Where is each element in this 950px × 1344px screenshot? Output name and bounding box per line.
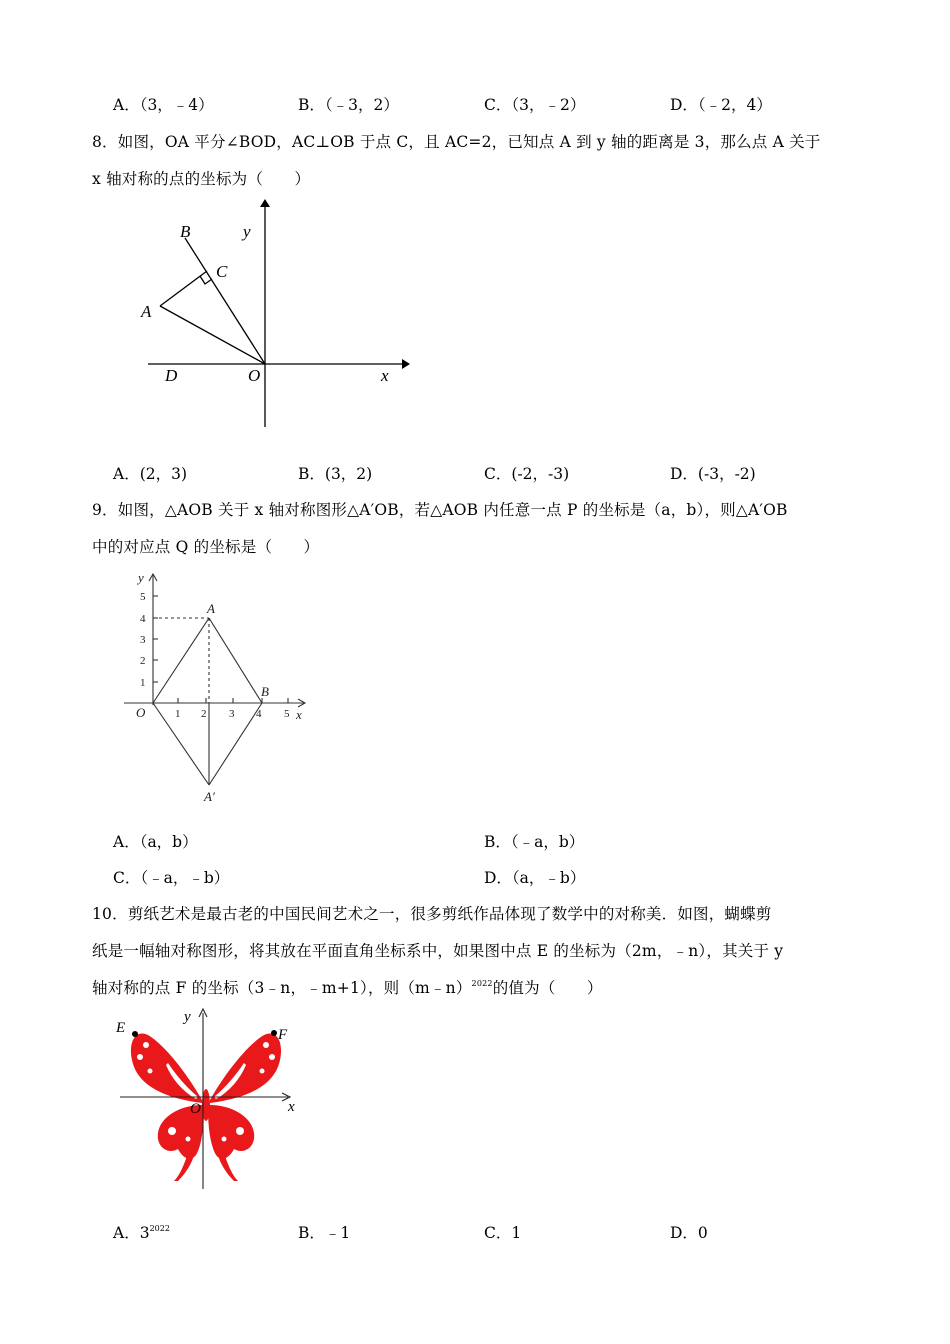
q8-figure (130, 195, 420, 435)
q8-label-c: C (216, 262, 228, 281)
butterfly-tail-left (174, 1153, 194, 1181)
q8-option-b: B．(3，2) (298, 465, 373, 483)
q10-option-d: D．0 (670, 1224, 708, 1242)
q9-ytick-2: 2 (140, 655, 146, 667)
q8-option-d: D．(-3，-2) (670, 465, 756, 483)
q9-ytick-1: 1 (140, 677, 146, 689)
q10-label-y: y (184, 1009, 191, 1025)
q10-label-f: F (278, 1027, 288, 1043)
q10-stem-line3-post: 的值为（ ） (492, 979, 603, 997)
q9-label-b: B (261, 684, 269, 699)
q9-xtick-1: 1 (175, 708, 181, 720)
q10-label-x: x (288, 1099, 295, 1115)
q9-xtick-4: 4 (256, 708, 262, 720)
q8-stem-line2: x 轴对称的点的坐标为（ ） (92, 170, 311, 188)
q10-option-c: C．1 (484, 1224, 522, 1242)
q10-label-e: E (116, 1020, 126, 1036)
q9-label-a-prime: A′ (204, 789, 215, 804)
q10-stem-line3-pre: 轴对称的点 F 的坐标（3﹣n，﹣m+1），则（m﹣n） (92, 979, 472, 997)
q9-xtick-2: 2 (201, 708, 207, 720)
butterfly-tail-right (218, 1153, 238, 1181)
q10-exponent: 2022 (471, 979, 493, 988)
q9-ytick-4: 4 (140, 613, 146, 625)
q9-ytick-5: 5 (140, 591, 146, 603)
q8-option-c: C．(-2，-3) (484, 465, 570, 483)
q8-label-b: B (180, 222, 191, 241)
q8-label-x: x (381, 366, 389, 385)
q7-option-a: A．（3，﹣4） (113, 96, 214, 114)
q9-xtick-5: 5 (284, 708, 290, 720)
q9-option-b: B．（﹣a，b） (484, 833, 585, 851)
q9-xtick-3: 3 (229, 708, 235, 720)
q9-figure (118, 565, 318, 810)
q9-label-x: x (296, 707, 302, 722)
q10-figure (110, 1005, 310, 1195)
q9-option-d: D．（a，﹣b） (484, 869, 586, 887)
butterfly-figure (131, 1033, 281, 1181)
q10-option-b: B．﹣1 (298, 1224, 351, 1242)
q10-label-o: O (190, 1101, 201, 1117)
q9-label-o: O (136, 705, 146, 720)
q10-option-a-exponent: 2022 (149, 1224, 170, 1233)
q7-option-b: B．（﹣3，2） (298, 96, 399, 114)
q10-option-a-base: A．3 (113, 1224, 150, 1242)
q9-stem-line2: 中的对应点 Q 的坐标是（ ） (92, 538, 320, 556)
q7-option-d: D．（﹣2，4） (670, 96, 772, 114)
q10-stem-line1: 10．剪纸艺术是最古老的中国民间艺术之一，很多剪纸作品体现了数学中的对称美．如图，蝴蝶剪 (92, 905, 772, 923)
q9-option-c: C．（﹣a，﹣b） (113, 869, 230, 887)
q8-label-d: D (165, 366, 178, 385)
q9-option-a: A．（a，b） (113, 833, 198, 851)
q8-label-y: y (243, 222, 251, 241)
q10-option-a (113, 1221, 170, 1243)
q9-label-a: A (207, 601, 215, 616)
q8-option-a: A．(2，3) (113, 465, 188, 483)
q10-stem-line3 (92, 976, 603, 998)
q8-label-o: O (248, 366, 261, 385)
q9-label-y: y (138, 570, 144, 585)
q9-ytick-3: 3 (140, 634, 146, 646)
q8-label-a: A (141, 302, 152, 321)
q7-option-c: C．（3，﹣2） (484, 96, 586, 114)
q8-stem-line1: 8．如图，OA 平分∠BOD，AC⊥OB 于点 C，且 AC=2，已知点 A 到 y 轴的距离是 3，那么点 A 关于 (92, 133, 821, 151)
q10-stem-line2: 纸是一幅轴对称图形，将其放在平面直角坐标系中，如果图中点 E 的坐标为（2m，﹣n），其关于 y (92, 942, 784, 960)
q9-stem-line1: 9．如图，△AOB 关于 x 轴对称图形△A′OB，若△AOB 内任意一点 P 的坐标是（a，b），则△A′OB (92, 501, 788, 519)
butterfly-lower-wing-right (208, 1105, 254, 1159)
